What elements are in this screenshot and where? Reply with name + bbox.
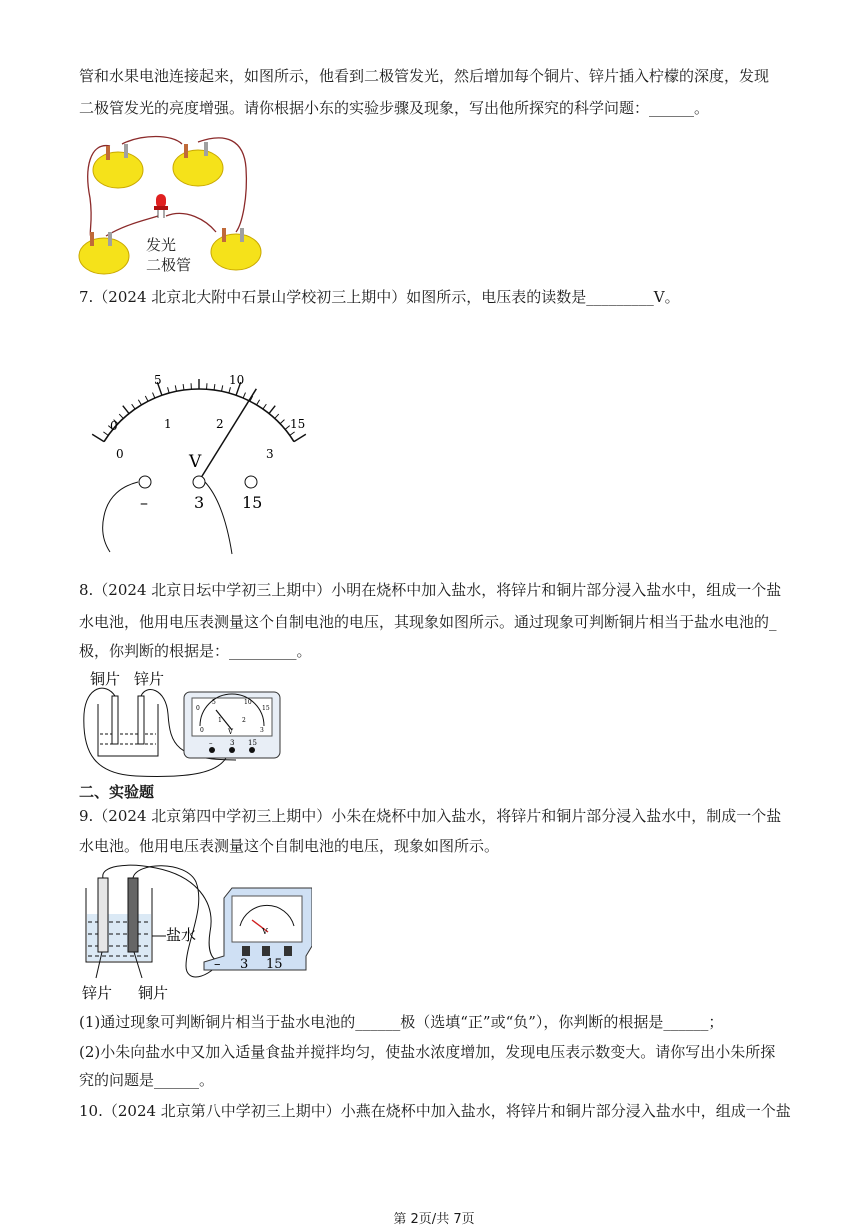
lemon-icon [211,228,261,270]
lower-scale-label-0: 0 [200,727,204,734]
terminal-label-15: 15 [266,957,283,972]
scale-tick [243,393,245,399]
scale-tick [175,385,176,391]
lemon-icon [93,144,143,188]
q7-text: 7.（2024 北京北大附中石景山学校初三上期中）如图所示，电压表的读数是_________V。 [79,288,680,306]
scale-tick [290,432,295,436]
upper-scale-label-5: 5 [154,373,162,387]
q9-sub2-line2: 究的问题是______。 [79,1071,215,1089]
q9-sub2-line1: (2)小朱向盐水中又加入适量食盐并搅拌均匀，使盐水浓度增加，发现电压表示数变大。请你写出小朱所探 [79,1043,776,1061]
copper-label: 铜片 [90,670,121,688]
led-icon [154,194,168,218]
page-number: 第 2页/共 7页 [393,1212,475,1227]
scale-tick [294,434,306,441]
voltmeter-needle [199,389,256,481]
scale-tick [263,404,266,409]
terminal-label-3: 3 [230,739,235,747]
lemon-icon [173,142,223,186]
lower-scale-label-2: 2 [216,417,224,431]
terminal-label-negative: – [209,739,213,747]
lemon-battery-circuit-figure [76,128,276,278]
scale-tick [132,404,135,409]
scale-tick [229,387,231,393]
wire-negative [103,482,138,552]
beaker-icon [98,696,158,756]
terminal-3v [229,747,235,753]
upper-scale-label-10: 10 [244,699,252,706]
upper-scale-label-0: 0 [110,419,118,433]
wire-3v [205,482,232,554]
terminal-15v [284,946,292,956]
upper-scale-label-5: 5 [212,699,216,706]
q6-text-line2: 二极管发光的亮度增强。请你根据小东的实验步骤及现象，写出他所探究的科学问题：______。 [79,99,710,117]
circuit-wires [88,137,247,241]
q9-text-line2: 水电池。他用电压表测量这个自制电池的电压，现象如图所示。 [79,837,500,855]
section-heading: 二、实验题 [79,783,155,801]
scale-tick [138,400,141,405]
terminal-label-negative: – [214,957,221,972]
scale-tick [257,400,260,405]
scale-tick [214,384,215,390]
saltwater-label: 盐水 [166,926,197,944]
beaker-icon [86,878,152,962]
terminal-label-negative: – [140,493,148,512]
scale-tick [168,387,170,393]
scale-tick [145,396,148,401]
voltmeter-box [184,692,280,758]
scale-tick [103,432,108,436]
led-label-line1: 发光 [146,236,177,254]
scale-tick [123,406,129,414]
scale-tick [92,434,104,441]
voltmeter-dial-figure [86,366,316,556]
lower-scale-label-2: 2 [242,717,246,724]
q6-text-line1: 管和水果电池连接起来，如图所示，他看到二极管发光，然后增加每个铜片、锌片插入柠檬的深度，发现 [79,67,770,85]
voltmeter-unit-symbol: V [228,728,234,736]
zinc-label: 锌片 [134,670,165,688]
terminal-15v [245,476,257,488]
lower-scale-label-1: 1 [164,417,172,431]
q8-text-line3: 极，你判断的根据是：_________。 [79,642,312,660]
q9-sub1: (1)通过现象可判断铜片相当于盐水电池的______极（选填“正”或“负”），你判断的根据是______； [79,1013,724,1031]
scale-tick [275,414,279,418]
voltmeter-scale [92,379,306,442]
terminal-label-3: 3 [240,957,249,972]
q10-text-line1: 10.（2024 北京第八中学初三上期中）小燕在烧杯中加入盐水，将锌片和铜片部分浸入盐水中，组成一个盐 [79,1102,791,1120]
q9-text-line1: 9.（2024 北京第四中学初三上期中）小朱在烧杯中加入盐水，将锌片和铜片部分浸入盐水中，制成一个盐 [79,807,782,825]
scale-tick [269,406,275,414]
terminal-label-15: 15 [248,739,257,747]
lower-scale-label-3: 3 [266,447,274,461]
scale-arc [104,389,294,442]
terminal-label-15: 15 [242,493,263,512]
terminal-negative [209,747,215,753]
terminal-negative [139,476,151,488]
terminal-3v [262,946,270,956]
voltmeter-unit-symbol: V [189,452,202,472]
terminal-15v [249,747,255,753]
lemon-icon [79,232,129,274]
terminal-3v [193,476,205,488]
saltwater-battery-figure-q8 [76,664,286,782]
upper-scale-label-15: 15 [262,705,270,712]
upper-scale-label-15: 15 [290,417,306,431]
lower-scale-label-1: 1 [218,717,222,724]
led-label-line2: 二极管 [146,256,192,274]
upper-scale-label-10: 10 [229,373,245,387]
scale-tick [119,414,123,418]
saltwater-battery-figure-q9 [76,862,312,1004]
scale-tick [222,385,223,391]
copper-label: 铜片 [138,984,169,1002]
scale-tick [153,393,155,399]
terminal-negative [242,946,250,956]
lower-scale-label-0: 0 [116,447,124,461]
q8-text-line1: 8.（2024 北京日坛中学初三上期中）小明在烧杯中加入盐水，将锌片和铜片部分浸入盐水中，组成一个盐 [79,581,782,599]
scale-tick [183,384,184,390]
voltmeter-unit-symbol: V [262,927,268,936]
q8-text-line2: 水电池，他用电压表测量这个自制电池的电压，其现象如图所示。通过现象可判断铜片相当于盐水电池的_ [79,613,777,631]
scale-tick [280,420,284,424]
lower-scale-label-3: 3 [260,727,264,734]
upper-scale-label-0: 0 [196,705,200,712]
zinc-label: 锌片 [82,984,113,1002]
terminal-label-3: 3 [194,493,205,512]
